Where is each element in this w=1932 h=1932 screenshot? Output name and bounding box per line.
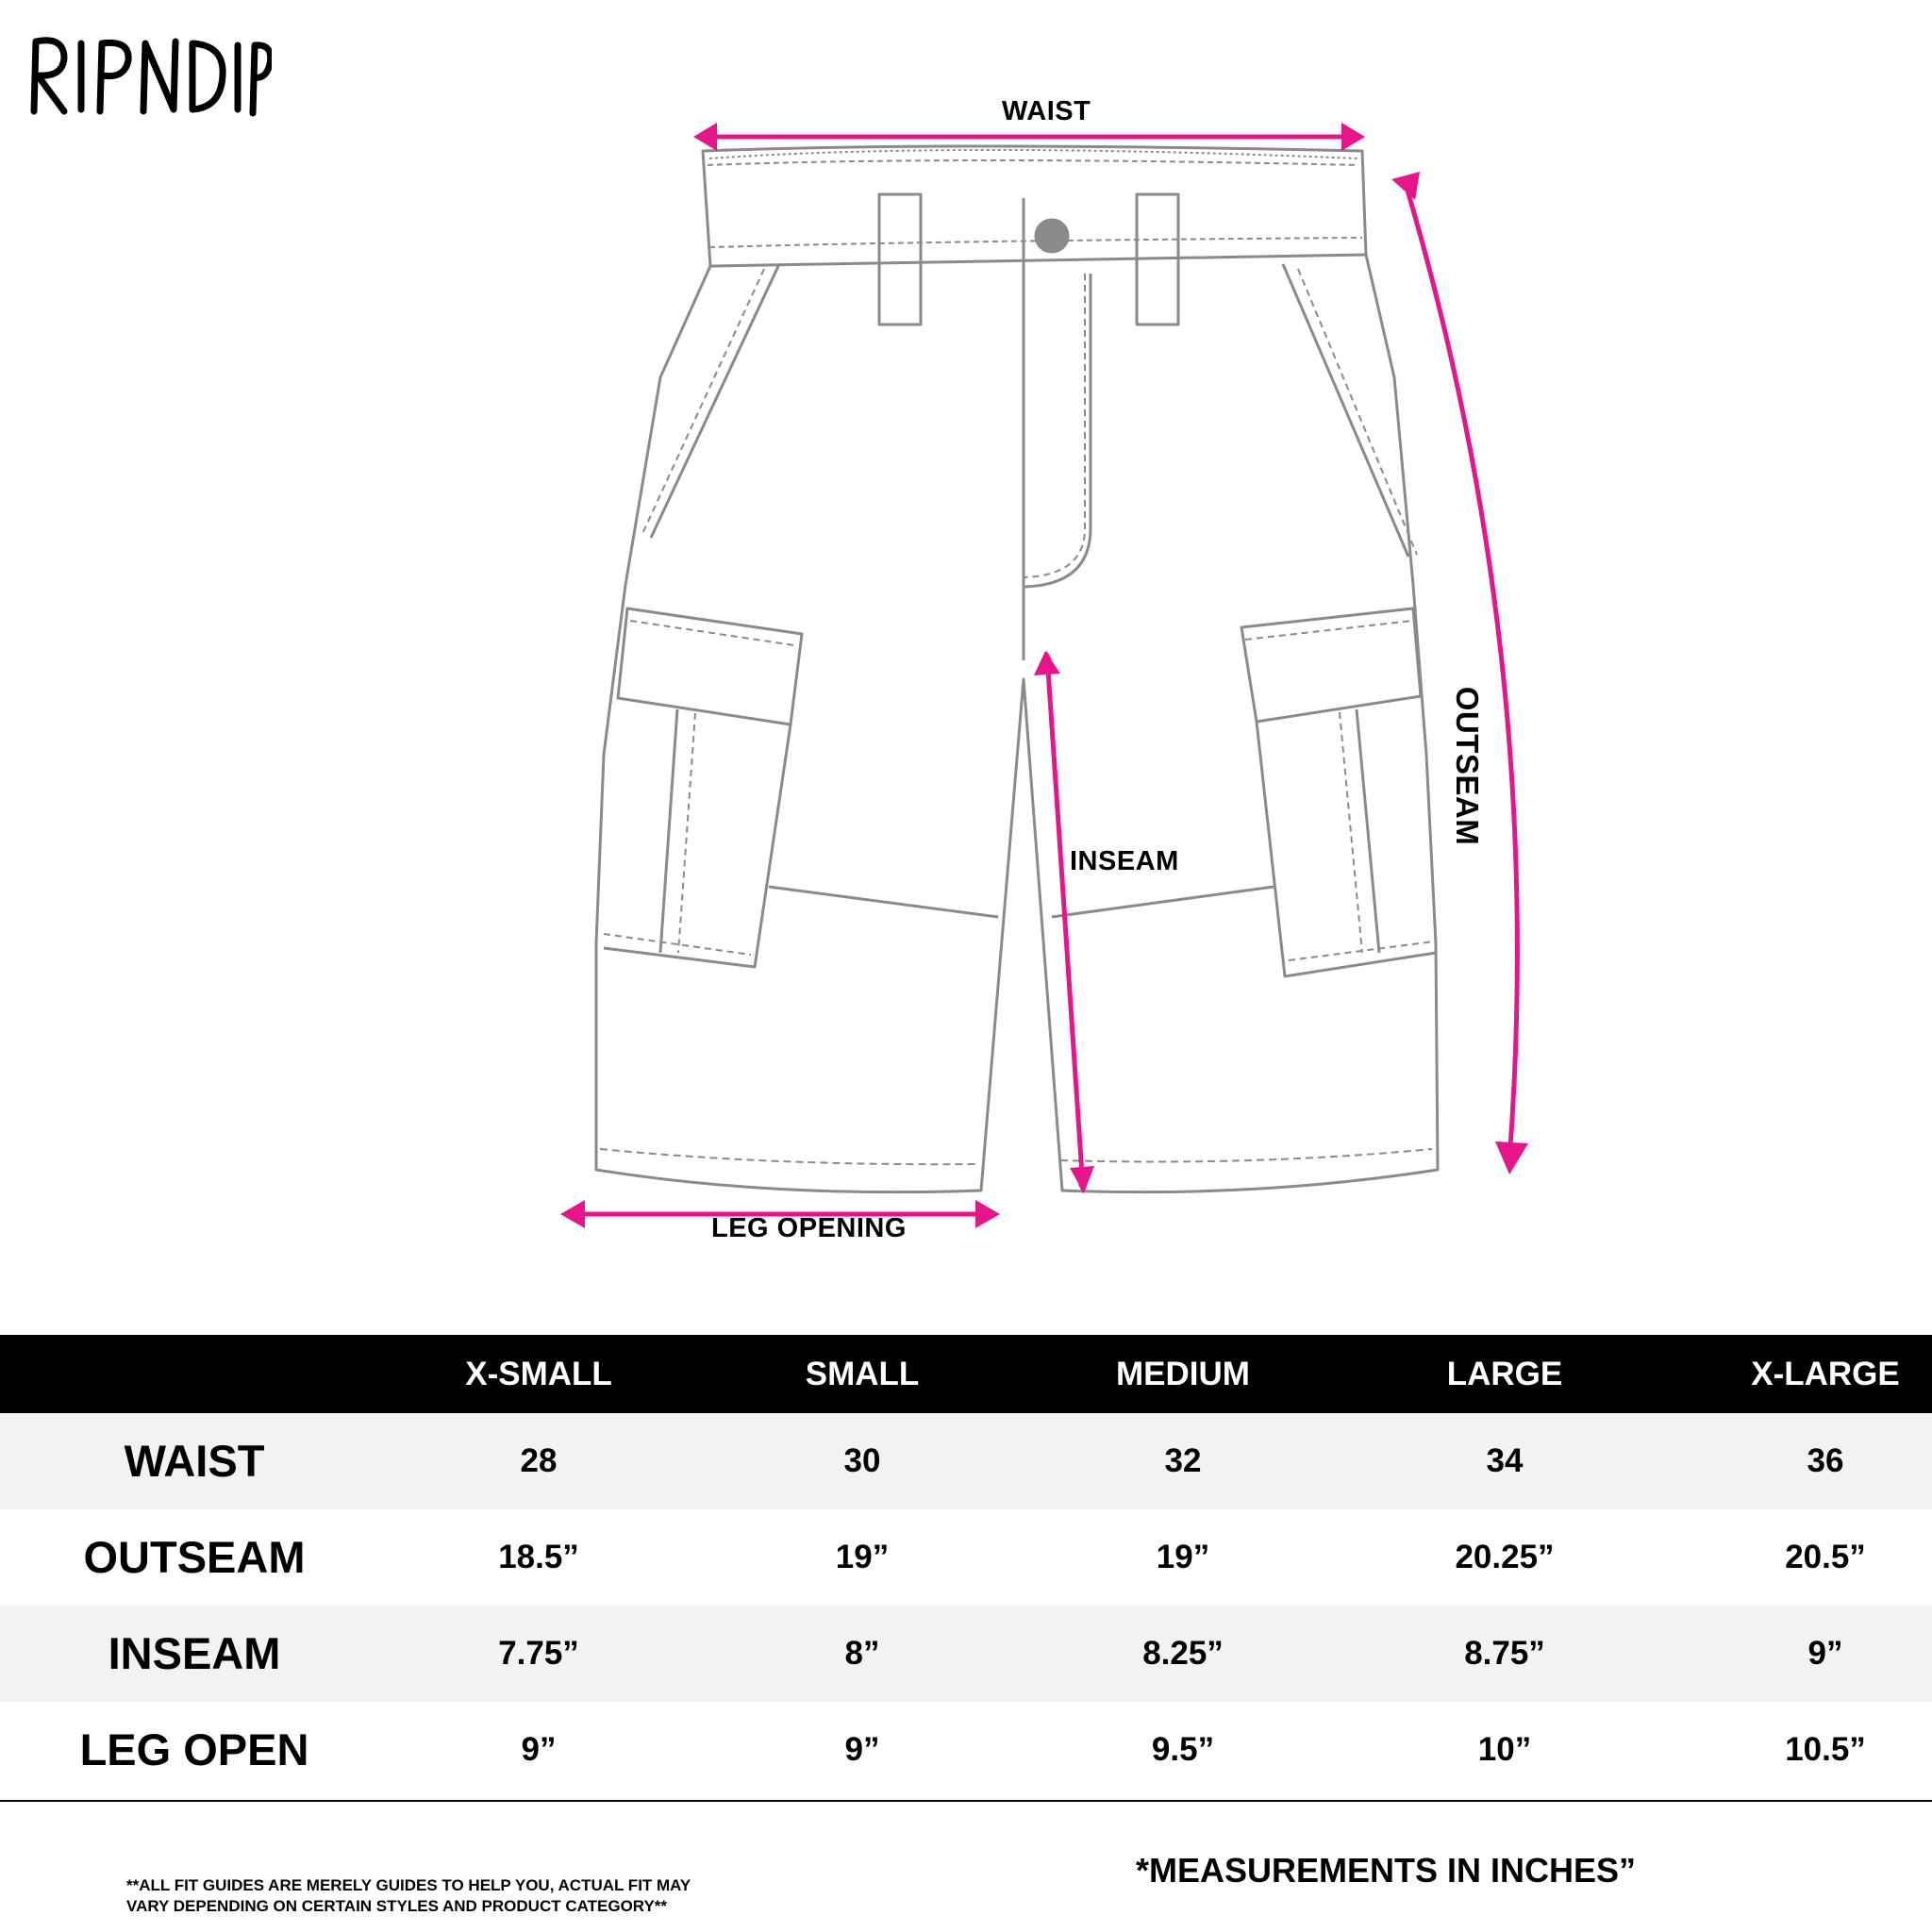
column-header: LARGE bbox=[1446, 1356, 1563, 1392]
table-cell: 19” bbox=[1156, 1539, 1210, 1575]
table-cell: 9” bbox=[1807, 1635, 1843, 1672]
inseam-arrow bbox=[1047, 656, 1083, 1189]
table-cell: 36 bbox=[1807, 1442, 1844, 1479]
leg-opening-label: LEG OPENING bbox=[711, 1213, 907, 1243]
row-label: OUTSEAM bbox=[83, 1532, 306, 1582]
disclaimer-line: **ALL FIT GUIDES ARE MERELY GUIDES TO HELP YOU, ACTUAL FIT MAY bbox=[126, 1876, 691, 1894]
table-cell: 8.75” bbox=[1464, 1635, 1545, 1672]
outseam-arrow bbox=[1406, 184, 1517, 1160]
size-table bbox=[0, 1335, 1932, 1798]
table-cell: 8.25” bbox=[1142, 1635, 1224, 1672]
table-cell: 32 bbox=[1164, 1442, 1202, 1479]
row-label: WAIST bbox=[124, 1436, 265, 1486]
table-row bbox=[0, 1702, 1932, 1798]
waist-label: WAIST bbox=[1002, 96, 1091, 126]
table-cell: 20.5” bbox=[1785, 1539, 1866, 1575]
measurements-note: *MEASUREMENTS IN INCHES” bbox=[1136, 1851, 1637, 1890]
row-label: INSEAM bbox=[108, 1628, 281, 1678]
column-header: SMALL bbox=[805, 1356, 920, 1392]
column-header: X-SMALL bbox=[465, 1356, 612, 1392]
table-cell: 10” bbox=[1477, 1731, 1532, 1768]
outseam-label: OUTSEAM bbox=[1450, 686, 1485, 846]
table-row bbox=[0, 1606, 1932, 1702]
table-cell: 20.25” bbox=[1455, 1539, 1555, 1575]
table-cell: 9” bbox=[521, 1731, 557, 1768]
table-cell: 30 bbox=[843, 1442, 881, 1479]
table-cell: 19” bbox=[835, 1539, 890, 1575]
column-header: X-LARGE bbox=[1751, 1356, 1900, 1392]
table-cell: 8” bbox=[844, 1635, 880, 1672]
table-cell: 7.75” bbox=[498, 1635, 579, 1672]
disclaimer-line: VARY DEPENDING ON CERTAIN STYLES AND PRODUCT CATEGORY** bbox=[126, 1897, 668, 1915]
table-cell: 9” bbox=[844, 1731, 880, 1768]
table-cell: 9.5” bbox=[1151, 1731, 1215, 1768]
table-cell: 18.5” bbox=[498, 1539, 579, 1575]
table-cell: 28 bbox=[520, 1442, 558, 1479]
table-cell: 34 bbox=[1486, 1442, 1524, 1479]
inseam-label: INSEAM bbox=[1070, 846, 1179, 876]
table-row bbox=[0, 1413, 1932, 1509]
cargo-shorts-icon bbox=[596, 146, 1438, 1192]
row-label: LEG OPEN bbox=[79, 1724, 309, 1774]
column-header: MEDIUM bbox=[1116, 1356, 1250, 1392]
divider bbox=[0, 1800, 1932, 1802]
fit-disclaimer bbox=[126, 1875, 691, 1917]
table-row bbox=[0, 1509, 1932, 1606]
table-cell: 10.5” bbox=[1785, 1731, 1866, 1768]
size-table-header bbox=[0, 1335, 1932, 1413]
